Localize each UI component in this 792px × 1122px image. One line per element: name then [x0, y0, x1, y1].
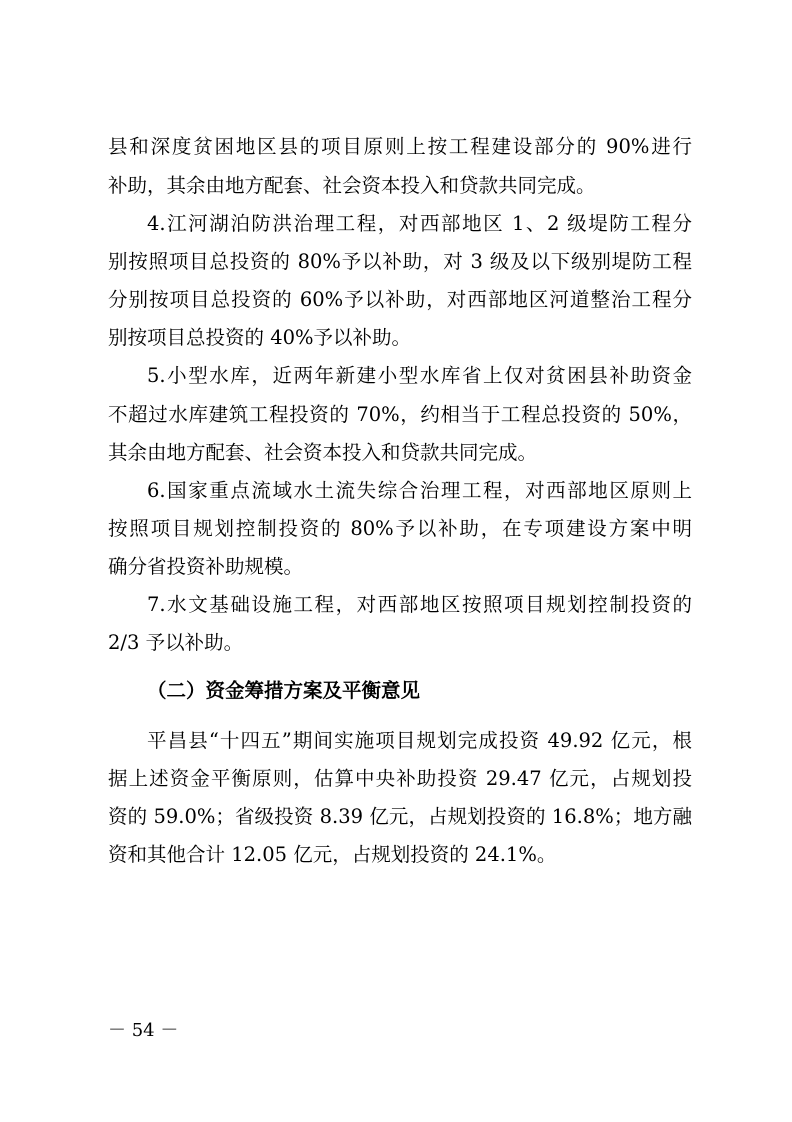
section-heading: （二）资金筹措方案及平衡意见	[147, 679, 421, 702]
body-text-line: 据上述资金平衡原则，估算中央补助投资 29.47 亿元，占规划投	[108, 767, 692, 790]
body-text-line: 平昌县“十四五”期间实施项目规划完成投资 49.92 亿元，根	[147, 729, 692, 752]
body-text-line: 县和深度贫困地区县的项目原则上按工程建设部分的 90%进行	[108, 135, 692, 158]
body-text-line: 分别按项目总投资的 60%予以补助，对西部地区河道整治工程分	[108, 288, 692, 311]
body-text-line: 不超过水库建筑工程投资的 70%，约相当于工程总投资的 50%，	[108, 403, 692, 426]
body-text-line: 6.国家重点流域水土流失综合治理工程，对西部地区原则上	[147, 479, 692, 502]
body-text-line: 确分省投资补助规模。	[108, 555, 304, 578]
body-text-line: 别按项目总投资的 40%予以补助。	[108, 326, 412, 349]
body-text-line: 5.小型水库，近两年新建小型水库省上仅对贫困县补助资金	[147, 364, 692, 387]
body-text-line: 其余由地方配套、社会资本投入和贷款共同完成。	[108, 441, 538, 464]
body-text-line: 资和其他合计 12.05 亿元，占规划投资的 24.1%。	[108, 843, 557, 866]
body-text-line: 4.江河湖泊防洪治理工程，对西部地区 1、2 级堤防工程分	[147, 212, 692, 235]
body-text-line: 2/3 予以补助。	[108, 631, 244, 654]
body-text-line: 7.水文基础设施工程，对西部地区按照项目规划控制投资的	[147, 593, 692, 616]
body-text-line: 别按照项目总投资的 80%予以补助，对 3 级及以下级别堤防工程	[108, 250, 692, 273]
body-text-line: 补助，其余由地方配套、社会资本投入和贷款共同完成。	[108, 174, 596, 197]
body-text-line: 按照项目规划控制投资的 80%予以补助，在专项建设方案中明	[108, 517, 692, 540]
page-number: － 54 －	[108, 1020, 179, 1041]
body-text-line: 资的 59.0%；省级投资 8.39 亿元，占规划投资的 16.8%；地方融	[108, 805, 692, 828]
